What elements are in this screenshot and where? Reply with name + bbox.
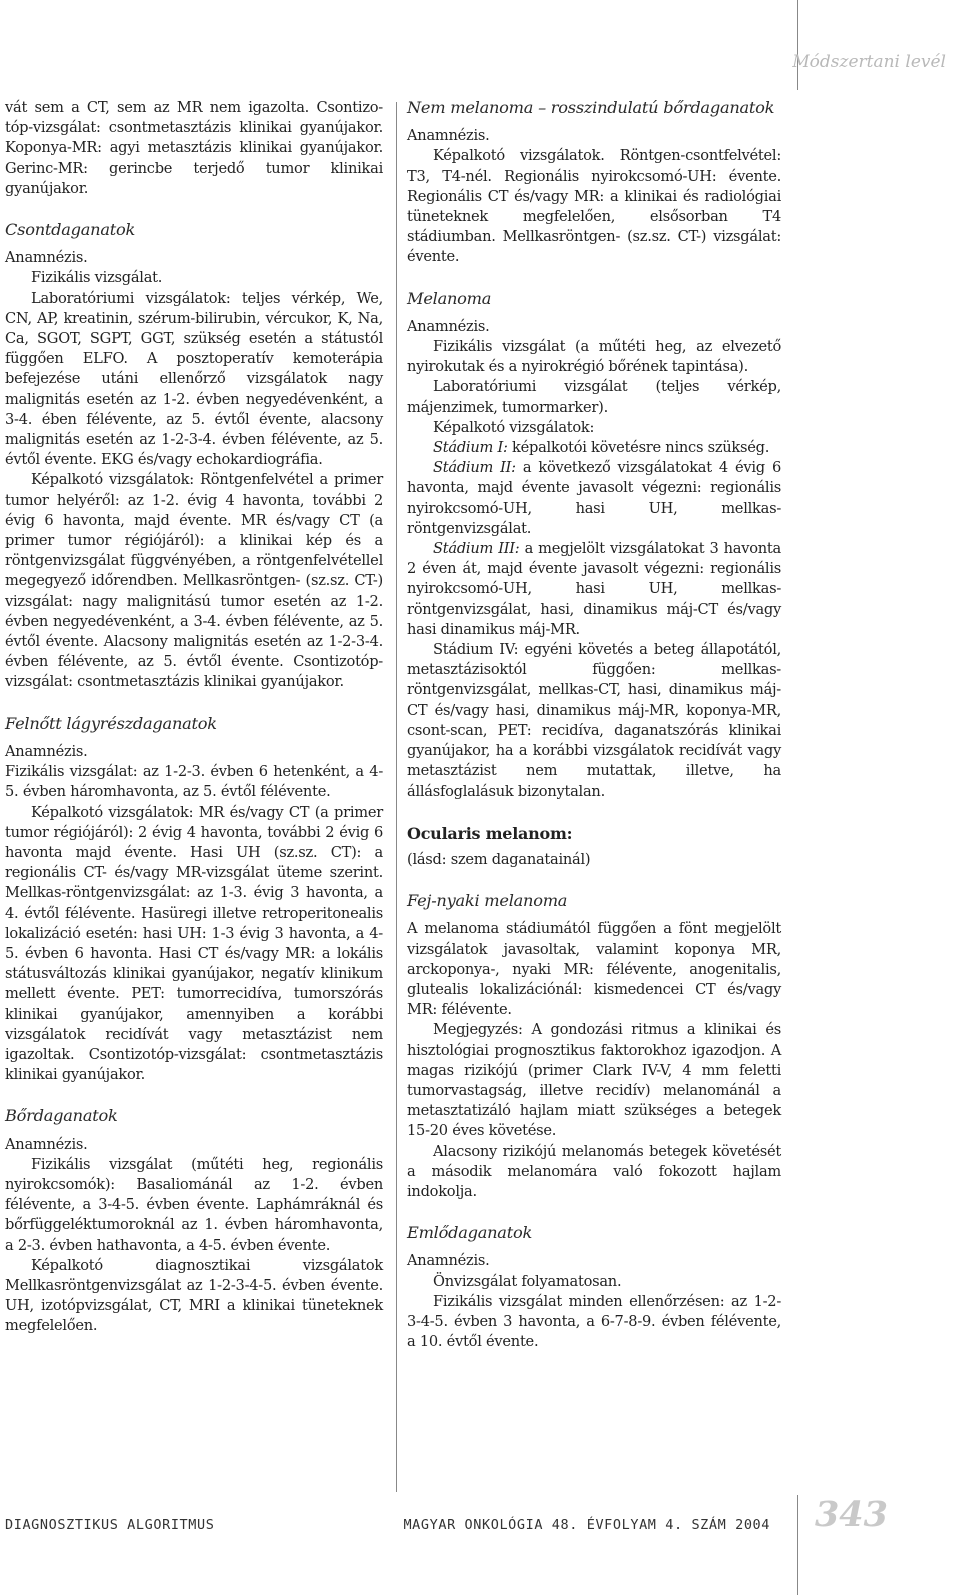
page-number: 343	[814, 1494, 888, 1535]
paragraph: Anamnézis.	[5, 249, 88, 267]
stage-text: a megjelölt vizsgálatokat 3 havonta 2 éven át, majd évente javasolt végezni: regionális nyirokcsomó-UH, hasi UH, mellkas-röntgenvizsgálat, hasi, dinamikus máj-CT és/vagy hasi dinamikus máj-MR.	[407, 540, 781, 638]
stage-label: Stádium III:	[433, 540, 520, 558]
paragraph: Anamnézis.	[5, 1135, 88, 1153]
section-heading-melanoma: Melanoma	[407, 288, 492, 308]
paragraph: Képalkotó vizsgálatok: Röntgenfelvétel a primer tumor helyéről: az 1-2. évig 4 havonta, további 2 évig 6 havonta, majd évente. MR és/vagy CT (a primer tumor régiójáról): a klinikai kép és a röntgenvizsgálat függvényében, a röntgenfelvétellel megegyező időrendben. Mellkasröntgen- (sz.sz. CT-) vizsgálat: nagy malignitású tumor esetén az 1-2. évben negyedévenként, a 3-4. évben félévente, az 5. évtől évente. Alacsony malignitás esetén az 1-2-3-4. évben félévente, az 5. évtől évente. Csontizotóp-vizsgálat: csontmetasztázis klinikai gyanújakor.	[5, 471, 383, 691]
paragraph: Anamnézis.	[5, 742, 88, 760]
stage-paragraph	[407, 438, 781, 458]
paragraph: Fizikális vizsgálat: az 1-2-3. évben 6 hetenként, a 4-5. évben háromhavonta, az 5. évtől félévente.	[5, 763, 383, 801]
stage-text: a következő vizsgálatokat 4 évig 6 havonta, majd évente javasolt végezni: regionális nyirokcsomó-UH, hasi UH, mellkas-röntgenvizsgálat.	[407, 459, 781, 537]
section-heading-bordaganatok: Bőrdaganatok	[5, 1106, 118, 1126]
paragraph: Laboratóriumi vizsgálatok: teljes vérkép, We, CN, AP, kreatinin, szérum-bilirubin, vércukor, K, Na, Ca, SGOT, SGPT, GGT, szükség esetén a státustól függően ELFO. A posztoperatív kemoterápia befejezése utáni ellenőrző vizsgálatok nagy malignitás esetén az 1-2. évben negyedévenként, a 3-4. ében félévente, az 5. évtől évente, alacsony malignitás esetén az 1-2-3-4. évben félévente, az 5. évtől évente. EKG és/vagy echokardiográfia.	[5, 289, 383, 469]
paragraph: Képalkotó vizsgálatok. Röntgen-csontfelvétel: T3, T4-nél. Regionális nyirokcsomó-UH: évente. Regionális CT és/vagy MR: a klinikai és radiológiai tüneteknek megfelelően, elsősorban T4 stádiumban. Mellkasröntgen- (sz.sz. CT-) vizsgálat: évente.	[407, 147, 781, 266]
paragraph: Fizikális vizsgálat (műtéti heg, regionális nyirokcsomók): Basaliománál az 1-2. évben félévente, a 3-4-5. évben évente. Laphámráknál és bőrfüggeléktumoroknál az 1. évben háromhavonta, a 2-3. évben hathavonta, a 4-5. évben évente.	[5, 1155, 383, 1254]
paragraph: Fizikális vizsgálat minden ellenőrzésen: az 1-2-3-4-5. évben 3 havonta, a 6-7-8-9. évben félévente, a 10. évtől évente.	[407, 1292, 781, 1351]
paragraph: A melanoma stádiumától függően a fönt megjelölt vizsgálatok javasoltak, valamint koponya MR, arckoponya-, nyaki MR: félévente, anogenitalis, glutealis lokalizációnál: kismedencei CT és/vagy MR: félévente.	[407, 920, 781, 1019]
right-column	[407, 98, 781, 1352]
paragraph: Megjegyzés: A gondozási ritmus a klinikai és hisztológiai prognosztikus faktorokhoz igazodjon. A magas rizikójú (primer Clark IV-V, 4 mm feletti tumorvastagság, illetve recidív) melanománál a metasztatizáló hajlam miatt szükséges a betegek 15-20 éves követése.	[407, 1021, 781, 1140]
paragraph: Anamnézis.	[407, 317, 490, 335]
stage-label: Stádium II:	[433, 459, 516, 477]
paragraph: Fizikális vizsgálat.	[31, 269, 163, 287]
paragraph: Anamnézis.	[407, 127, 490, 145]
footer-section-label: DIAGNOSZTIKUS ALGORITMUS	[5, 1517, 215, 1533]
paragraph: Anamnézis.	[407, 1252, 490, 1270]
paragraph: Képalkotó vizsgálatok: MR és/vagy CT (a primer tumor régiójáról): 2 évig 4 havonta, további 2 évig 6 havonta majd évente. Hasi UH (sz.sz. CT): a regionális CT- és/vagy MR-vizsgálat üteme szerint. Mellkas-röntgenvizsgálat: az 1-3. évig 3 havonta, a 4. évtől félévente. Hasüregi illetve retroperitonealis lokalizáció esetén: hasi UH: 1-3 évig 3 havonta, a 4-5. évben 6 havonta. Hasi CT és/vagy MR: a lokális státusváltozás klinikai gyanújakor, negatív klinikum mellett évente. PET: tumorrecidíva, tumorszórás klinikai gyanújakor, amennyiben a korábbi vizsgálatok recidívát vagy metasztázist nem igazoltak. Csontizotóp-vizsgálat: csontmetasztázis klinikai gyanújakor.	[5, 803, 383, 1084]
stage-paragraph	[407, 539, 781, 640]
paragraph: Önvizsgálat folyamatosan.	[433, 1272, 622, 1290]
intro-paragraph: vát sem a CT, sem az MR nem igazolta. Csontizo-tóp-vizsgálat: csontmetasztázis klinikai gyanújakor. Koponya-MR: agyi metasztázis klinikai gyanújakor. Gerinc-MR: gerincbe terjedő tumor klinikai gyanújakor.	[5, 99, 383, 197]
footer-journal-info: MAGYAR ONKOLÓGIA 48. ÉVFOLYAM 4. SZÁM 2004	[403, 1517, 770, 1533]
paragraph: (lásd: szem daganatainál)	[407, 850, 591, 868]
stage-text: képalkotói követésre nincs szükség.	[507, 439, 770, 457]
paragraph: Képalkotó diagnosztikai vizsgálatok Mellkasröntgenvizsgálat az 1-2-3-4-5. évben évente. UH, izotópvizsgálat, CT, MRI a klinikai tüneteknek megfelelően.	[5, 1256, 383, 1335]
section-heading-fej-nyaki: Fej-nyaki melanoma	[407, 891, 568, 911]
stage-label: Stádium I:	[433, 439, 508, 457]
section-heading-emlodaganatok: Emlődaganatok	[407, 1223, 533, 1243]
left-column	[5, 98, 383, 1337]
section-heading-lagyresz: Felnőtt lágyrészdaganatok	[5, 713, 217, 733]
header-rule	[797, 0, 798, 90]
stage-paragraph	[407, 458, 781, 539]
paragraph: Stádium IV: egyéni követés a beteg állapotától, metasztázisoktól függően: mellkas-röntgenvizsgálat, mellkas-CT, hasi, dinamikus máj-CT és/vagy hasi, dinamikus máj-MR, koponya-MR, csont-scan, PET: recidíva, daganatszórás klinikai gyanújakor, ha a korábbi vizsgálatok recidívát vagy metasztázist nem mutattak, illetve, ha állásfoglalásuk bizonytalan.	[407, 641, 781, 800]
section-heading-csontdaganatok: Csontdaganatok	[5, 220, 136, 240]
footer-rule	[797, 1495, 798, 1595]
running-head: Módszertani levél	[792, 52, 946, 72]
section-heading-nem-melanoma: Nem melanoma – rosszindulatú bőrdaganatok	[407, 98, 775, 117]
paragraph: Alacsony rizikójú melanomás betegek követését a második melanomára való fokozott hajlam indokolja.	[407, 1142, 781, 1200]
paragraph: Fizikális vizsgálat (a műtéti heg, az elvezető nyirokutak és a nyirokrégió bőrének tapintása).	[407, 338, 781, 376]
paragraph: Képalkotó vizsgálatok:	[433, 418, 595, 436]
paragraph: Laboratóriumi vizsgálat (teljes vérkép, májenzimek, tumormarker).	[407, 378, 781, 416]
section-heading-ocularis: Ocularis melanom:	[407, 823, 573, 843]
column-separator	[396, 102, 397, 1492]
